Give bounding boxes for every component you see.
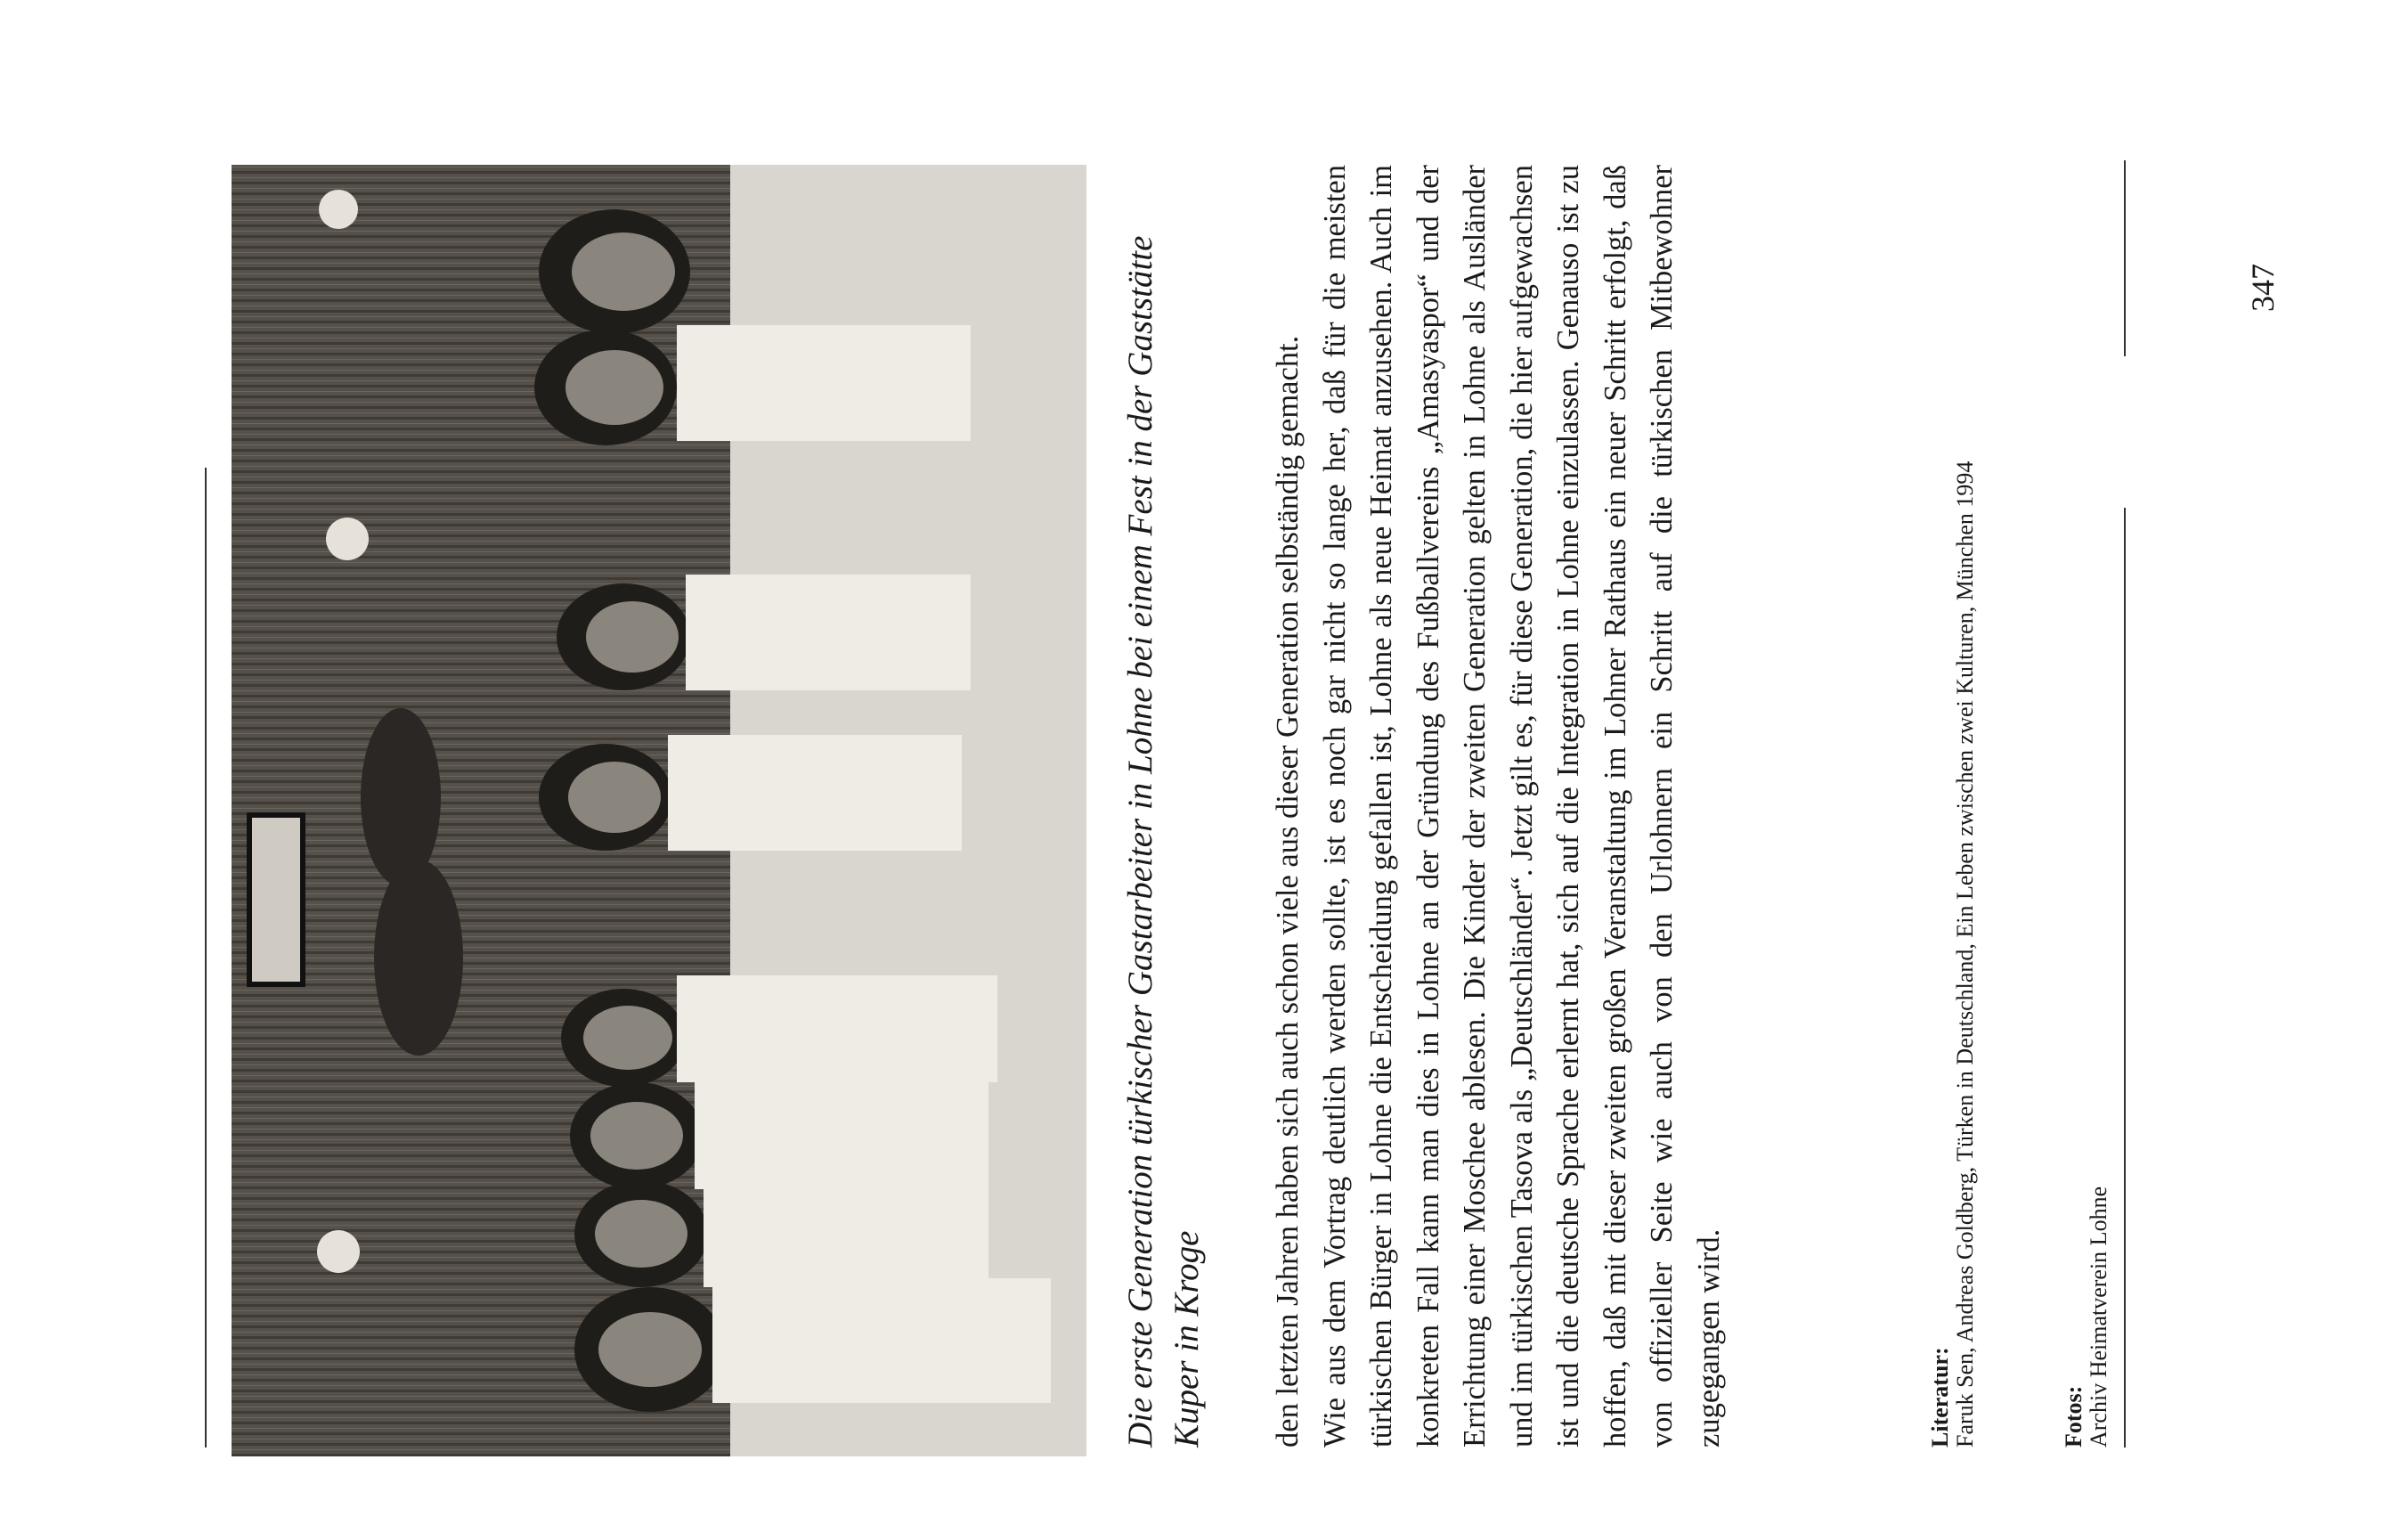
top-rule [205, 468, 207, 1448]
body-text [1265, 165, 1732, 1448]
references-label: Literatur: [1927, 1347, 1953, 1448]
paragraph: den letzten Jahren haben sich auch schon viele aus dieser Generation selbständig gemacht. [1271, 335, 1305, 1448]
bottom-rule [2124, 508, 2126, 1448]
paragraph: Wie aus dem Vortrag deutlich werden sollte, ist es noch gar nicht so lange her, daß für die meisten türkischen Bürger in Lohne die Entscheidung gefallen ist, Lohne als neue Heimat anzusehen. Auch im konkreten Fall kann man dies in Lohne an der Gründung des Fußballvereins „Amasyaspor“ und der Errichtung einer Moschee ablesen. Die Kinder der zweiten Generation gelten in Lohne als Ausländer und im türkischen Tasova als „Deutschländer“. Jetzt gilt es, für diese Generation, die hier aufgewachsen ist und die deutsche Sprache erlernt hat, sich auf die Integration in Lohne einzulassen. Genauso ist zu hoffen, daß mit dieser zweiten großen Veranstaltung im Lohner Rathaus ein neuer Schritt erfolgt, daß von offizieller Seite wie auch von den Urlohnern ein Schritt auf die türkischen Mitbewohner zugegangen wird. [1317, 165, 1726, 1448]
references-text: Faruk Sen, Andreas Goldberg, Türken in Deutschland, Ein Leben zwischen zwei Kulturen, München 1994 [1952, 461, 1978, 1448]
photo-credits [2062, 165, 2111, 1448]
photo-caption: Die erste Generation türkischer Gastarbeiter in Lohne bei einem Fest in der Gaststätte Kuper in Kroge [1121, 235, 1206, 1448]
page-number: 347 [2245, 264, 2281, 312]
references [1928, 165, 1978, 1448]
photo-credits-text: Archiv Heimatverein Lohne [2086, 1186, 2111, 1448]
group-photo [232, 165, 1086, 1456]
photo-credits-label: Fotos: [2061, 1385, 2087, 1448]
photo-illustration [232, 165, 1086, 1456]
book-page [205, 160, 2281, 1448]
page-number-rule [2124, 160, 2126, 356]
